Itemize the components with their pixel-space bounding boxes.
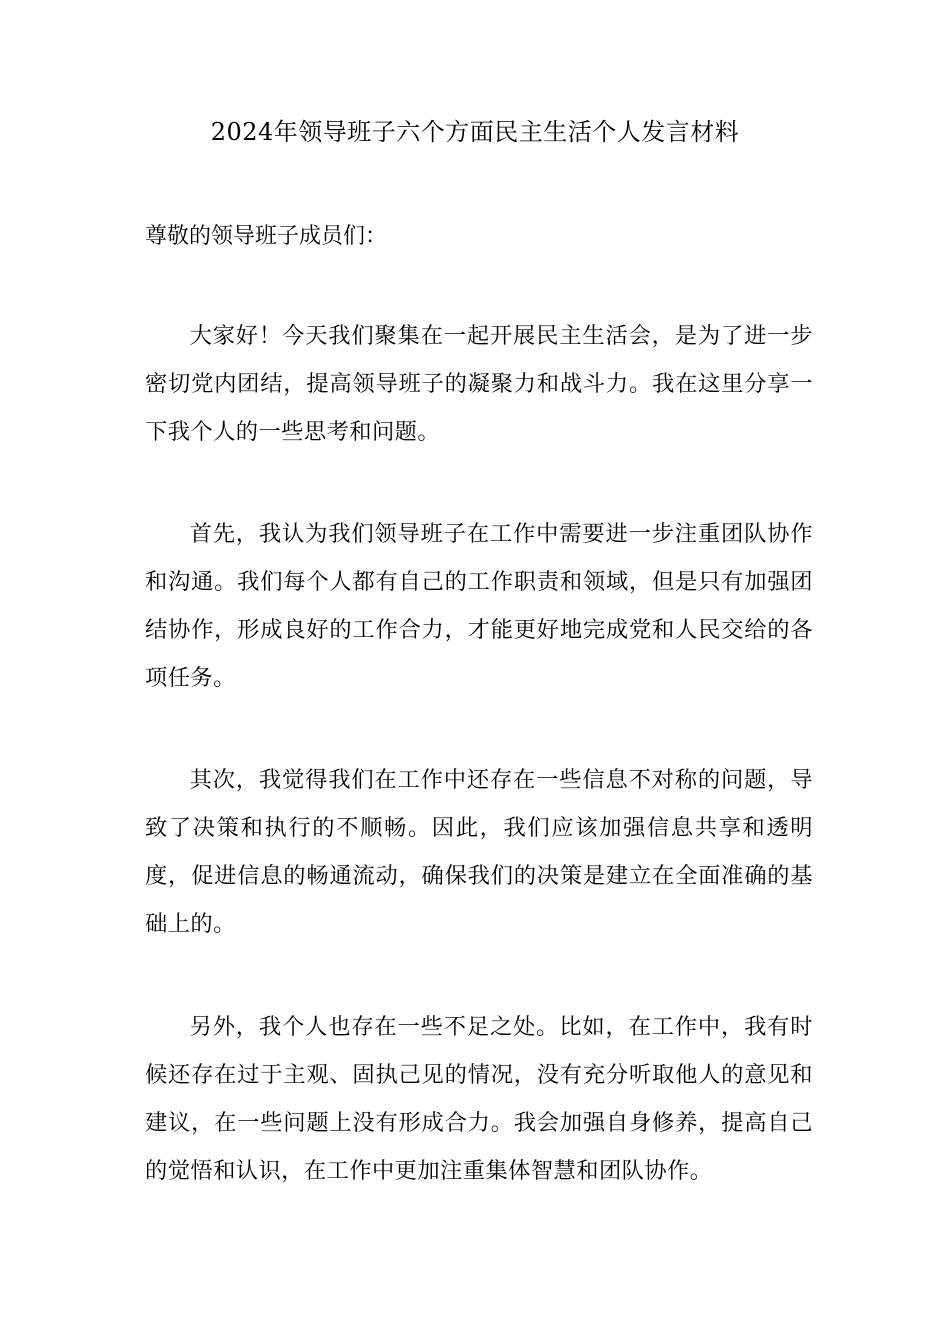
paragraph-3: 其次，我觉得我们在工作中还存在一些信息不对称的问题，导致了决策和执行的不顺畅。因此，我们应该加强信息共享和透明度，促进信息的畅通流动，确保我们的决策是建立在全面准确的基础上的。: [145, 767, 813, 937]
salutation: 尊敬的领导班子成员们：: [145, 224, 388, 249]
document-title: 2024年领导班子六个方面民主生活个人发言材料: [210, 118, 740, 146]
paragraph-4: 另外，我个人也存在一些不足之处。比如，在工作中，我有时候还存在过于主观、固执己见的情况，没有充分听取他人的意见和建议，在一些问题上没有形成合力。我会加强自身修养，提高自己的觉悟和认识，在工作中更加注重集体智慧和团队协作。: [145, 1014, 813, 1184]
paragraph-2: 首先，我认为我们领导班子在工作中需要进一步注重团队协作和沟通。我们每个人都有自己的工作职责和领域，但是只有加强团结协作，形成良好的工作合力，才能更好地完成党和人民交给的各项任务。: [145, 521, 813, 691]
paragraph-1: 大家好！今天我们聚集在一起开展民主生活会，是为了进一步密切党内团结，提高领导班子的凝聚力和战斗力。我在这里分享一下我个人的一些思考和问题。: [145, 323, 813, 445]
